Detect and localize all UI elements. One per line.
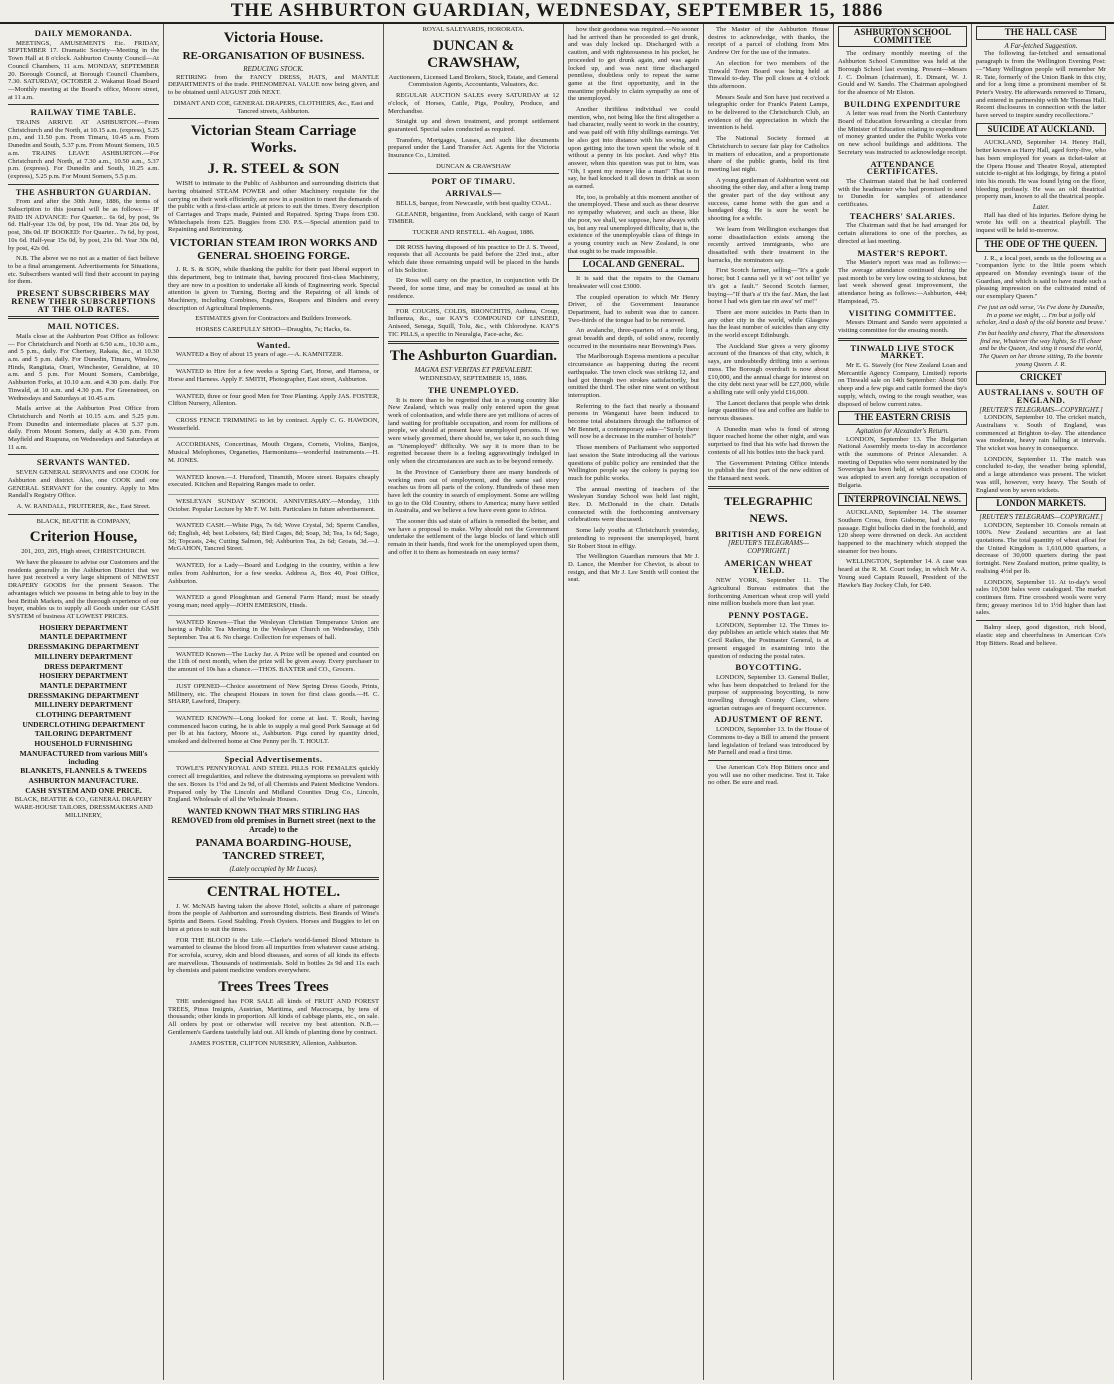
school-item: The Chairman said that he had arranged for certain alterations to one of the porches, as directed at last meeting. — [838, 222, 967, 245]
classified-ad: WANTED, three or four good Men for Tree Planting. Apply JAS. FOSTER, Clifton Nursery, Allenton. — [168, 393, 379, 414]
cricket-sub-heading: AUSTRALIANS v. SOUTH OF ENGLAND. — [977, 387, 1105, 405]
local-item: Those members of Parliament who supported last session the State introducing all the various questions of public policy are reminded that the Wellington people say the colony is paying too much for public works. — [568, 444, 699, 482]
local-item: The Auckland Star gives a very gloomy account of the finances of that city, which, it says, are undoubtedly drifting into a serious mess. The Borough overdraft is now about £10,000, and the annual charge for interest on the city debt next year will be £27,000, while a shilling rate will only yield £16,000. — [708, 342, 829, 396]
school-item: The Master's report was read as follows:— The average attendance continued during the past month to be very low owing to sickness, but last week showed great improvement, the attendance being as follows:—Ashburton, 444; Hampstead, 75. — [838, 259, 967, 305]
penny-postage-heading: PENNY POSTAGE. — [728, 610, 809, 620]
foster-nursery-text: JAMES FOSTER, CLIFTON NURSERY, Allenton, Ashburton. — [189, 1039, 358, 1047]
local-item: The annual meeting of teachers of the Wesleyan Sunday School was held last night, Rev. D. McDonald in the chair. Details connected with the forthcoming anniversary celebrations were discussed. — [568, 485, 699, 524]
markets-heading: LONDON MARKETS. — [976, 497, 1106, 511]
hop-bitters-ad: Balmy sleep, good digestion, rich blood, elastic step and cheerfulness in American Co's Hop Bitters. Read and believe. — [976, 624, 1106, 647]
cricket-text-2: LONDON, September 11. The match was concluded to-day, the weather being splendid, and a large attendance was present. The wicket was still, however, very heavy. The South of England won by seven wickets. — [976, 455, 1106, 494]
department-item: MANTLE DEPARTMENT — [39, 680, 128, 690]
department-list — [8, 624, 159, 795]
telegraphic-news-title: TELEGRAPHIC NEWS. — [724, 493, 813, 525]
classified-ad: WANTED a good Ploughman and General Farm Hand; must be steady young man; need apply—JOHN EMERSON, Hinds. — [168, 594, 379, 615]
department-item: MANTLE DEPARTMENT — [39, 632, 128, 642]
saleyards-text: ROYAL SALEYARDS, HORORATA. — [422, 26, 525, 33]
lucas-note: (Lately occupied by Mr Lucas). — [229, 865, 318, 873]
dr-ross-text-2: Dr Ross will carry on the practice, in conjunction with Dr Tweed, for some time, and may be consulted as usual at his residence. — [388, 277, 559, 300]
livestock-text: Mr E. G. Stavely (for New Zealand Loan and Mercantile Agency Company, Limited) reports on Tinwald sale on 14th September: About 500 sheep and a few pigs and cattle formed the day's supply, which, owing to the rough weather, was disposed of below current rates. — [838, 362, 967, 408]
building-expenditure-heading: BUILDING EXPENDITURE — [844, 98, 961, 109]
wanted-heading: Wanted. — [256, 339, 291, 350]
daily-memoranda-heading: DAILY MEMORANDA. — [34, 28, 133, 38]
wheat-yield-heading: AMERICAN WHEAT YIELD. — [724, 557, 813, 576]
interprovincial-text: AUCKLAND, September 14. The steamer Southern Cross, from Gisborne, had a stormy passage. Eight bullocks died in the forehold, and 120 sheep were drowned on deck. An accident happened to the machinery which stopped the steamer for two hours. — [838, 509, 967, 555]
penny-postage-text: LONDON, September 12. The Times to-day publishes an article which states that Mr Cecil Raikes, the Postmaster General, is at present engaged in examining into the question of reducing the postal rates. — [708, 621, 829, 660]
mail-close-text: Mails close at the Ashburton Post Office as follows:— For Christchurch and North at 6.50 a.m., 10.30 a.m., and 5 p.m., daily. For Chertsey, Rakaia, &c., at 10.30 a.m. and 5 p.m. daily. For Dunedin, Timaru, Winslow, Hinds, Rangitata, Orari, Winchester, Geraldine, at 10 a.m. and 5 p.m. For Mount Somers, Cambridge, Ashburton Forks, at 10.10 a.m. and 4.30 p.m. daily. For Tinwald, at 10 a.m. and 4.30 p.m. For Greenstreet, on Wednesdays and Saturdays at 10.45 a.m. — [8, 332, 159, 402]
wheat-yield-text: NEW YORK, September 11. The Agricultural Bureau estimates that the forthcoming American wheat crop will yield nine million bushels more than last year. — [708, 577, 829, 608]
classified-ad: WANTED a Boy of about 15 years of age.—A. KAMNITZER. — [168, 351, 379, 365]
interprovincial-text-2: WELLINGTON, September 14. A case was heard at the R. M. Court today, in which Mr A. Young sued Captain Russell, President of the Hawke's Bay Jockey Club, for £40. — [838, 558, 967, 589]
department-item: HOSIERY DEPARTMENT — [39, 671, 128, 681]
guardian-terms-text: From and after the 30th June, 1886, the terms of Subscription to this journal will be as follows:— IF PAID IN ADVANCE: For Quarter... 6s 6d, by post, 9s 6d. Half-year 13s 0d, by post, 19s 0d. Year 26s 0d, by post, 38s 0d. IF BOOKED: For Quarter... 7s 6d, by post, 10s 6d. Half-year 15s 0d, by post, 21s 0d. Year 30s 0d, by post, 42s 0d. — [8, 198, 159, 252]
kays-linseed-text: FOR COUGHS, COLDS, BRONCHITIS, Asthma, Croup, Influenza, &c., use KAY'S COMPOUND OF LINSEED, Aniseed, Senega, Squill, Tolu, &c., with Chlorodyne. KAY'S TIC PILLS, a specific in Neuralgia, Face-ache, &c. — [388, 307, 559, 338]
duncan-crawshaw-title: DUNCAN & CRAWSHAW, — [427, 37, 520, 71]
british-foreign-heading: BRITISH AND FOREIGN — [715, 528, 822, 539]
school-item: Messrs Dimant and Sando were appointed a visiting committee for the ensuing month. — [838, 319, 967, 334]
steel-son-title: J. R. STEEL & SON — [207, 161, 340, 178]
steel-son-text: WISH to intimate to the Public of Ashburton and surrounding districts that having obtained STEAM POWER and other Machinery requisite for the carrying on their work efficiently, are now in a position to meet the demands of the public with a first-class article at prices to suit the times. Every description of Carriages and Traps made, Painted and Repaired. Spring Traps from £30. Whitechapels from £25. Buggies from £30. P.S.—Special attention paid to Repainting and Retrimming. — [168, 180, 379, 234]
local-item: We learn from Wellington exchanges that some dissatisfaction exists among the recently arrived immigrants, who are dissatisfied with their treatment in the barracks, the nominators say. — [708, 225, 829, 264]
column-1 — [4, 24, 164, 1380]
eastern-crisis-sub: Agitation for Alexander's Return. — [855, 426, 950, 435]
editorial-text-3: The sooner this sad state of affairs is remedied the better, and we have a proposal to make. Why should not the Government undertake the settlement of the large blocks of land which still remain in their hands, find work for the unemployed upon them, and offer it to them as homesteads on easy terms? — [388, 518, 559, 556]
department-item: BLANKETS, FLANNELS & TWEEDS — [20, 766, 147, 776]
transfers-text: Transfers, Mortgages, Leases, and such like documents prepared under the Land Transfer Act. Agents for the Victoria Insurance Co., Limited. — [388, 136, 559, 160]
department-item: CASH SYSTEM AND ONE PRICE. — [25, 785, 142, 795]
estimates-text: ESTIMATES given for Contractors and Builders Ironwork. — [195, 315, 352, 323]
dimant-coe-text: DIMANT AND COE, GENERAL DRAPERS, CLOTHIERS, &c., East and Tancred streets, Ashburton. — [173, 99, 374, 115]
ode-verse-1: I've just an odd verse, 'As I've done by Dunedin, In a pome we might, ... I'm but a jolly old scholar, And a dash of the old bonnie and brave.' — [976, 303, 1106, 327]
local-item: Some lady youths at Christchurch yesterday, pretending to represent the unemployed, burnt Sir Robert Stout in effigy. — [568, 527, 699, 550]
arrivals-heading: ARRIVALS— — [445, 188, 502, 199]
classified-ad: ACCORDIANS, Concertinas, Mouth Organs, Cornets, Violins, Banjos, Musical Melophones, Organettes, Harmoniums—wonderful instruments.—H. M. JONES. — [168, 441, 379, 470]
reuters-note: [REUTER'S TELEGRAMS—COPYRIGHT.] — [727, 539, 810, 556]
rent-text: LONDON, September 13. In the House of Commons to-day a Bill to amend the present land legislation of Ireland was introduced by Mr Parnell and read a first time. — [708, 726, 829, 757]
school-item: The ordinary monthly meeting of the Ashburton School Committee was held at the Borough School last evening. Present—Messrs J. C. Dolman (chairman), E. Dimant, W. J. Gould and W. Sando. The Chairman apologised for the absence of Mr Elston. — [838, 50, 967, 96]
columns — [4, 24, 1110, 1380]
school-item: The Chairman stated that he had conferred with the headmaster who had promised to send to Dunedin for samples of attendance certificates. — [838, 177, 967, 209]
hall-case-text: The following far-fetched and sensational paragraph is from the Wellington Evening Post:—"Many Wellington people will remember Mr R. Tate, formerly of the Union Bank in this city, and for a long time a prominent member of St Peter's Vestry. He afterwards removed to Timaru, and entered in partnership with Mr Thomas Hall. Recent disclosures in connection with the latter have served to inspire sundry recollections." — [976, 50, 1106, 120]
column-3 — [384, 24, 564, 1380]
servants-heading: SERVANTS WANTED. — [36, 457, 131, 468]
duncan-signature: DUNCAN & CRAWSHAW — [436, 162, 511, 170]
local-item: Messrs Seale and Son have just received a telegraphic order for Frank's Patent Lamps, to be delivered to the Christchurch Club, an evidence of the appreciation in which the invention is held. — [708, 93, 829, 132]
meetings-text: MEETINGS, AMUSEMENTS Etc. FRIDAY, SEPTEMBER 17. Dramatic Society—Meeting in the Town Hall at 8 o'clock. Ashburton County Council—At Council Chambers, 11 a.m. MONDAY, SEPTEMBER 20. Borough Council, at Borough Council Chambers, 7.30. SATURDAY, OCTOBER 2. Wakanui Road Board—Monthly meeting at the Board's office, Moore street, at 11 a.m. — [8, 39, 159, 101]
hall-case-heading: THE HALL CASE — [976, 26, 1106, 40]
classified-ad: WANTED Known—That the Wesleyan Christian Temperance Union are having a Public Tea Meeting in the Wesleyan Church on Wednesday, 15th September. Tea at 6. No charge. Collection for expenses of hall. — [168, 619, 379, 648]
masters-report-heading: MASTER'S REPORT. — [857, 247, 948, 258]
iron-works-text: J. R. S. & SON, while thanking the public for their past liberal support in this department, beg to intimate that, having procured first-class Machinery, they are now in a position to undertake all kinds of Engineering work. Special attention is given to Turning, Boring and the Repairing of all kinds of Machinery, including Combines, Engines, Reapers and Binders and every description of Agricultural Implements. — [168, 266, 379, 312]
classified-ad: JUST OPENED—Choice assortment of New Spring Dress Goods, Prints, Millinery, etc. The cheapest Houses in town for first class goods.—H. C. SHARP, Lawford, Drapery. — [168, 683, 379, 712]
unemployed-heading: THE UNEMPLOYED. — [427, 384, 520, 395]
department-item: TAILORING DEPARTMENT — [34, 729, 133, 739]
eastern-crisis-text: LONDON, September 13. The Bulgarian National Assembly meets to-day in accordance with the summons of Prince Alexander. A meeting of Deputies who were nominated by the Sovereign has been held, at which a resolution was adopted to avert any foreign occupation of Bulgaria. — [838, 435, 967, 489]
dr-ross-text: DR ROSS having disposed of his practice to Dr J. S. Tweed, requests that all Accounts be paid before the 23rd inst., after which date those remaining unpaid will be placed in the hands of his Solicitor. — [388, 243, 559, 274]
editorial-cont-1: how their goodness was required.—No sooner had he arrived than he proceeded to get drunk, and was duly locked up. Discharged with a caution, and with righteousness in his pocket, he proceeded to get drunk again, and was again locked up, and was next time discharged penniless, doubtless only to repeat the same game at the first opportunity, and in the meantime probably to claim sympathy as one of the unemployed. — [568, 26, 699, 103]
classified-ad: WANTED Known—The Lucky Jar. A Prize will be opened and counted on the 11th of next month, when the prize will be given away. Every purchaser to the amount of 10s has a chance.—THOS. BAXTER and CO., Grocers. — [168, 651, 379, 680]
blood-mixture-text: FOR THE BLOOD is the Life.—Clarke's world-famed Blood Mixture is warranted to cleanse the blood from all impurities from whatever cause arising. For scrofula, scurvy, skin and blood diseases, and sores of all kinds its effects are marvellous. Thousands of testimonials. Sold in bottles 2s 9d and 11s each by chemists and patent medicine vendors everywhere. — [168, 936, 379, 975]
local-item: The Lancet declares that people who drink large quantities of tea and coffee are liable to nervous diseases. — [708, 399, 829, 423]
markets-text-2: LONDON, September 11. At to-day's wool sales 10,500 bales were catalogued. The market continues firm. Fine crossbred wools were very firm; greasy merinos 1d to 1½d higher than last sales. — [976, 578, 1106, 617]
cricket-heading: CRICKET — [976, 371, 1106, 385]
guardian-motto: MAGNA EST VERITAS ET PREVALEBIT. — [414, 366, 533, 375]
column-5 — [704, 24, 834, 1380]
black-beattie-footer: BLACK, BEATTIE & CO., GENERAL DRAPERY WARE-HOUSE TAILORS, DRESSMAKERS AND MILLINERY, — [14, 796, 153, 819]
classified-ad: WANTED known.—J. Hunsford, Tinsmith, Moore street. Repairs cheaply executed. Kitchen and Repairing Ranges made to order. — [168, 474, 379, 495]
department-item: DRESSMAKING DEPARTMENT — [27, 690, 140, 700]
mail-notices-heading: MAIL NOTICES. — [47, 321, 120, 332]
editorial-date: WEDNESDAY, SEPTEMBER 15, 1886. — [419, 375, 528, 383]
tucker-restell-text: TUCKER AND RESTELL. 4th August, 1886. — [412, 228, 535, 236]
ode-heading: THE ODE OF THE QUEEN. — [976, 238, 1106, 252]
guardian-note-text: N.B. The above we no not as a matter of fact believe to be a final arrangement. Advertisements for Situations, etc. Subscribers wanted will find their account in paying for them. — [8, 255, 159, 286]
local-item: The coupled operation to which Mr Henry Driver, of the Government Insurance Department, had to submit was due to cancer. Two-thirds of the tongue had to be removed. — [568, 293, 699, 324]
eastern-crisis-heading: THE EASTERN CRISIS — [838, 411, 967, 425]
central-hotel-text: J. W. McNAB having taken the above Hotel, solicits a share of patronage from the people of Ashburton and surrounding districts. Best Brands of Wine's Spirits and Beers. Good Stabling. Fresh Oysters. Horses and Buggies to let on hire at prices to suit the times. — [168, 902, 379, 933]
hall-case-sub: A Far-fetched Suggestion. — [1004, 41, 1078, 50]
column-2 — [164, 24, 384, 1380]
classified-ad: WESLEYAN SUNDAY SCHOOL ANNIVERSARY.—Monday, 11th October. Popular Lecture by Mr F. W. Isitt. Particulars in future advertisement. — [168, 498, 379, 519]
cricket-reuters: [REUTER'S TELEGRAMS—COPYRIGHT.] — [979, 405, 1103, 414]
classified-ad: CROSS FENCE TRIMMING to let by contract. Apply C. G. HAWDON, Westerfield. — [168, 417, 379, 438]
criterion-text: We have the pleasure to advise our Customers and the residents generally in the Ashburton District that we have just received a very large shipment of NEWEST DRAPERY GOODS for the present Season. The advantages which we possess in being able to buy in the best British Markets, and the thorough experience of our buyer, enables us to supply all Goods under our CASH SYSTEM of business AT LOWEST PRICES. — [8, 559, 159, 620]
local-item: A Dunedin man who is fond of strong liquor reached home the other night, and was surprised to find that his wife had thrown the contents of all his bottles into the back yard. — [708, 425, 829, 456]
panama-heading: PANAMA BOARDING-HOUSE, TANCRED STREET, — [195, 837, 352, 862]
stirling-heading: WANTED KNOWN THAT MRS STIRLING HAS REMOVED from old premises in Burnett street (next to the Arcade) to the — [171, 807, 376, 834]
editorial-cont-2: Another thriftless individual we could mention, who, not being like the first altogether a bad character, really went to work in the country, and was paid off with fifty shillings earnings. Yet he also got into distance with his sowing, and upon getting into the town spent the whole of it without a penny in his pocket. And why? His answer, when this question was put to him, was "Oh, I spent my money like a man!" That is to say, he had knocked it all down in drink as soon as earned. — [568, 106, 699, 191]
department-item: HOUSEHOLD FURNISHING — [34, 739, 133, 749]
criterion-house-title: Criterion House, — [29, 529, 138, 546]
local-general-heading: LOCAL AND GENERAL. — [568, 258, 699, 272]
local-item: An election for two members of the Tinwald Town Board was being held at Tinwald to-day. The poll closes at 4 o'clock this afternoon. — [708, 59, 829, 90]
classified-ad: WANTED, for a Lady—Board and Lodging in the country, within a few miles from Ashburton, for a few weeks. Address A, Box 40, Post Office, Ashburton. — [168, 562, 379, 591]
local-item: Referring to the fact that nearly a thousand persons in Wanganui have been induced to become total abstainers through the influence of Mr Bennett, a contemporary asks—"Surely there will now be a decrease in the number of hotels?" — [568, 402, 699, 441]
guardian-editorial-title: The Ashburton Guardian. — [389, 348, 558, 365]
hop-bitters-text: Use American Co's Hop Bitters once and you will use no other medicine. Test it. Take no other. Be sure and read. — [708, 763, 829, 787]
railway-heading: RAILWAY TIME TABLE. — [30, 107, 137, 118]
criterion-address: 201, 203, 205, High street, CHRISTCHURCH. — [21, 548, 146, 556]
department-item: DRESSMAKING DEPARTMENT — [27, 642, 140, 652]
editorial-text-1: It is more than to be regretted that in a young country like New Zealand, which was really only entered upon the great work of colonisation, and while there are yet millions of acres of land waiting for profitable occupation, and room for millions of people, we should at present have unemployed persons. If we were wisely governed, there should be, we take it, no such thing as "Unemployed" difficulty. We say it is more than to be regretted because there is a feeling aggravatingly indulged in only when the circumstances are such as to be beyond remedy. — [388, 396, 559, 466]
boycotting-heading: BOYCOTTING. — [735, 662, 802, 673]
local-item: The Marlborough Express mentions a peculiar circumstance as happening during the recent earthquake. The town clock was striking 12, and had got through two strokes satisfactorily, but omitted the third. The other nine went on without interruption. — [568, 353, 699, 399]
editorial-text-2: In the Province of Canterbury there are many hundreds of working men out of employment, and the same sad story reaches us from all parts of the colony. Hundreds of these men have left the country in search of employment. Some are willing to go to the Old Country, others to America; many have settled in Australia, and we believe a few have even gone to Africa. — [388, 468, 559, 515]
local-item: First Scotch farmer, selling—"It's a gude horse; but I canna sell ye it wi' oot tellin' ye it's got a fault." Second Scotch farmer, buying—"If that's a' it's the fau'. Man, the last horse I had wis gien tae rin awa' wi' me!" — [708, 267, 829, 306]
livestock-heading: TINWALD LIVE STOCK MARKET. — [850, 342, 955, 361]
iron-works-heading: VICTORIAN STEAM IRON WORKS AND GENERAL SHOEING FORGE. — [169, 237, 378, 263]
department-item: MANUFACTURED from various Mill's including — [19, 748, 148, 766]
horses-shod-text: HORSES CAREFULLY SHOD—Draughts, 7s; Hacks, 6s. — [195, 326, 352, 334]
railway-text: TRAINS ARRIVE AT ASHBURTON.—From Christchurch and the North, at 10.15 a.m. (express), 5.25 p.m., and 11.50 p.m. From Timaru, 10.45 a.m. From Dunedin and South, 5.37 p.m. From Mount Somers, 10.5 a.m. TRAINS LEAVE ASHBURTON.—For Christchurch and North, at 7.30 a.m., 10.50 a.m., 5.37 p.m. (express). For Dunedin and South, 10.25 a.m. (express), 5.25 p.m. For Mount Somers, 5.5 p.m. — [8, 119, 159, 180]
retiring-text: RETIRING from the FANCY DRESS, HATS, and MANTLE DEPARTMENTS of the trade. PHENOMENAL VALUE now being given, and to be obtained until AUGUST 20th NEXT. — [168, 73, 379, 97]
rent-heading: ADJUSTMENT OF RENT. — [714, 714, 823, 725]
central-hotel-title: CENTRAL HOTEL. — [206, 883, 341, 900]
department-item: UNDERCLOTHING DEPARTMENT — [22, 719, 145, 729]
mail-arrive-text: Mails arrive at the Ashburton Post Office from Christchurch and North at 10.15 a.m. and 5.25 p.m. From Dunedin and intermediate places at 5.37 p.m. daily. From Mount Somers, daily at 4.30 p.m. From Mayfield and Ruapuna, on Wednesdays and Saturdays at 11 a.m. — [8, 405, 159, 451]
column-6 — [834, 24, 972, 1380]
victoria-house-title: Victoria House. — [223, 30, 324, 46]
suicide-heading: SUICIDE AT AUCKLAND. — [976, 123, 1106, 137]
editorial-cont-3: He, too, is probably at this moment another of the unemployed. These and such as these deserve no sympathy whatever, and such as these, like the poor, we shall, we suppose, have always with us, but any real unemployed difficulty, that is, the existence of the unemployable class of things in a young country such as New Zealand, is one that ought to be made impossible. — [568, 193, 699, 255]
randall-text: A. W. RANDALL, FRUITERER, &c., East Street. — [16, 502, 151, 510]
department-item: HOSIERY DEPARTMENT — [39, 622, 128, 632]
reducing-stock: REDUCING STOCK. — [243, 65, 304, 73]
local-item: The Wellington Guardian rumours that Mr J. D. Lance, the Member for Cheviot, is about to resign, and that Mr J. Lee Smith will contest the seat. — [568, 553, 699, 584]
auction-sales-text: REGULAR AUCTION SALES every SATURDAY at 12 o'clock, of Horses, Cattle, Pigs, Poultry, Produce, and Merchandise. — [388, 92, 559, 115]
school-item: A letter was read from the North Canterbury Board of Education forwarding a circular from the Minister of Education relating to expenditure of money granted under the Public Works vote on new school buildings and additions. The Secretary was instructed to acknowledge receipt. — [838, 110, 967, 156]
local-item: There are more suicides in Paris than in any other city in the world, while Glasgow has the least number of suicides than any city in the world except Edinburgh. — [708, 308, 829, 340]
classified-ad: WANTED to Hire for a few weeks a Spring Cart, Horse, and Harness, or Horse and Harness. Apply F. SMITH, Photographer, East street, Ashburton. — [168, 368, 379, 389]
local-item: The Government Printing Office intends to publish the first part of the new edition of the Hansard next week. — [708, 459, 829, 482]
trees-title: Trees Trees Trees — [218, 979, 329, 996]
black-beattie-text: BLACK, BEATTIE & COMPANY, — [36, 517, 131, 525]
suicide-later-text: Hall has died of his injuries. Before dying he wrote his will on a theatrical playbill. The inquest will be held to-morrow. — [976, 211, 1106, 235]
classified-ad: WANTED KNOWN—Long looked for come at last. T. Roult, having commenced bacon curing, he is able to supply a real good Pork Sausage at 6d per lb at his factory, Moore st., Ashburton. Pigs cured by quantity dried, smoked and delivered home at One Penny per lb. T. HOULT. — [168, 715, 379, 752]
local-item: The Master of the Ashburton House desires to acknowledge, with thanks, the receipt of a parcel of clothing from Mrs Andrew Orr for the use of the inmates. — [708, 26, 829, 57]
guardian-terms-heading: THE ASHBURTON GUARDIAN. — [15, 186, 152, 197]
suicide-text: AUCKLAND, September 14. Henry Hall, better known as Harry Hall, aged forty-five, who has been employed for years as ticket-taker at the Opera House and Theatre Royal, attempted suicide to-night at his lodgings, by firing a pistol into his mouth. He was found lying on the floor, bleeding profusely. He was an old theatrical property man, known to all the theatrical people. — [976, 139, 1106, 201]
interprovincial-heading: INTERPROVINCIAL NEWS. — [838, 493, 967, 507]
special-ads-heading: Special Advertisements. — [224, 753, 323, 764]
local-item: A young gentleman of Ashburton went out shooting the other day, and after a long tramp the greater part of the day without any success, came home with the gun and a bandaged dog. He is sure he won't be shooting for a while. — [708, 176, 829, 223]
cricket-text-1: LONDON, September 10. The cricket match, Australians v. South of England, was commenced at Brighton to-day. The attendance was moderate, heavy rain falling at intervals. The wicket was heavy in consequence. — [976, 414, 1106, 453]
school-committee-heading: ASHBURTON SCHOOL COMMITTEE — [838, 26, 967, 47]
port-timaru-heading: PORT OF TIMARU. — [431, 176, 516, 187]
local-item: An avalanche, three-quarters of a mile long, great breadth and depth, of solid snow, recently occurred in the mountains near Browning's Pass. — [568, 327, 699, 350]
towles-pills-text: TOWLE'S PENNYROYAL AND STEEL PILLS FOR FEMALES quickly correct all irregularities, and relieve the distressing symptoms so prevalent with the sex. Boxes 1s 1½d and 2s 9d, of all Chemists and Patent Medicine Vendors. Prepared only by The Lincoln and Midland Counties Drug Co., Lincoln, England. Wholesale of all the Wholesale Houses. — [168, 765, 379, 804]
visiting-committee-heading: VISITING COMMITTEE. — [848, 307, 957, 318]
reorganisation-heading: RE-ORGANISATION OF BUSINESS. — [182, 50, 365, 62]
ode-intro: J. R., a local poet, sends us the following as a "companion lyric to the little poem which appeared on Monday evening's issue of the Guardian, and which is said to have made such a pleasing impression on the cultivated mind of our exemplary Queen." — [976, 254, 1106, 301]
trees-text: THE undersigned has FOR SALE all kinds of FRUIT AND FOREST TREES, Pinus Insignis, Austrian, Maritima, and Macrocarpa, by tens of thousands; other kinds in proportion. All kinds of cabbage plants, etc., on sale. All orders by post or otherwise will receive my best attention. N.B.—Gentlemen's Gardens tastefully laid out. All kinds of planting done by contract. — [168, 998, 379, 1036]
treatment-text: Straight up and down treatment, and prompt settlement guaranteed. Special sales conducted as required. — [388, 118, 559, 133]
carriage-works-title: Victorian Steam Carriage Works. — [190, 123, 357, 157]
boycotting-text: LONDON, September 13. General Buller, who has been despatched to Ireland for the purpose of suppressing boycotting, is now travelling through County Clare, where agrarian outrages are of frequent occurrence. — [708, 673, 829, 712]
masthead: THE ASHBURTON GUARDIAN, WEDNESDAY, SEPTEMBER 15, 1886 — [0, 0, 1114, 24]
department-item: CLOTHING DEPARTMENT — [35, 710, 132, 720]
department-item: ASHBURTON MANUFACTURE. — [28, 775, 139, 785]
auctioneers-text: Auctioneers, Licensed Land Brokers, Stock, Estate, and General Commission Agents, Accountants, Valuators, &c. — [388, 73, 559, 89]
column-4 — [564, 24, 704, 1380]
department-item: MILLINERY DEPARTMENT — [34, 700, 133, 710]
attendance-heading: ATTENDANCE CERTIFICATES. — [866, 158, 939, 177]
department-item: DRESS DEPARTMENT — [44, 661, 123, 671]
local-item: It is said that the repairs to the Oamaru breakwater will cost £3000. — [568, 275, 699, 290]
markets-text-1: LONDON, September 10. Consols remain at 100⅞. New Zealand securities are at last quotations. The total quantity of wheat afloat for the United Kingdom is 1,610,000 quarters, a decrease of 30,000 quarters during the past fortnight. New Zealand mutton, prime quality, is realising 4½d per lb. — [976, 521, 1106, 575]
classified-ad: WANTED CASH.—White Pigs, 7s 6d; Wove Crystal, 3d; Sperm Candles, 6d; English, 4d; best Lobsters, 6d; Bird Cages, 8d; Soap, 3d; Tea, 1s 6d; Sago, 3d; Topcasts, 24s; Cutting Salmon, 9d; Ashburton Tea, 2s 6d; Groats, 3d.—J. McGAHON, Tancred Street. — [168, 522, 379, 559]
ode-verse-2: I'm but healthy and cheery, That the dimensions find me, Whatever the way lights, So I'll cheer and be the Queen, And sing it round the world, The Queen on her throne sitting, To the bonnie young Queen. J. R. — [977, 329, 1105, 368]
department-item: MILLINERY DEPARTMENT — [34, 651, 133, 661]
salaries-heading: TEACHERS' SALARIES. — [849, 210, 956, 221]
column-7 — [972, 24, 1110, 1380]
gleaner-text: GLEANER, brigantine, from Auckland, with cargo of Kauri TIMBER. — [388, 210, 559, 226]
markets-reuters: [REUTER'S TELEGRAMS—COPYRIGHT.] — [979, 512, 1103, 521]
subscribers-notice: PRESENT SUBSCRIBERS MAY RENEW THEIR SUBSCRIPTIONS AT THE OLD RATES. — [11, 288, 156, 314]
local-item: The National Society formed at Christchurch to secure fair play for Catholics in matters of education, and a proportionate share of the public grants, held its first meeting last night. — [708, 135, 829, 173]
bells-barque-text: BELLS, barque, from Newcastle, with best quality COAL. — [396, 199, 552, 207]
servants-text: SEVEN GENERAL SERVANTS and one COOK for Ashburton and district. Also, one COOK and one GENERAL SERVANT for the country. Apply to Mrs Randall's Registry Office. — [8, 469, 159, 500]
later-note: Later. — [1032, 203, 1050, 212]
